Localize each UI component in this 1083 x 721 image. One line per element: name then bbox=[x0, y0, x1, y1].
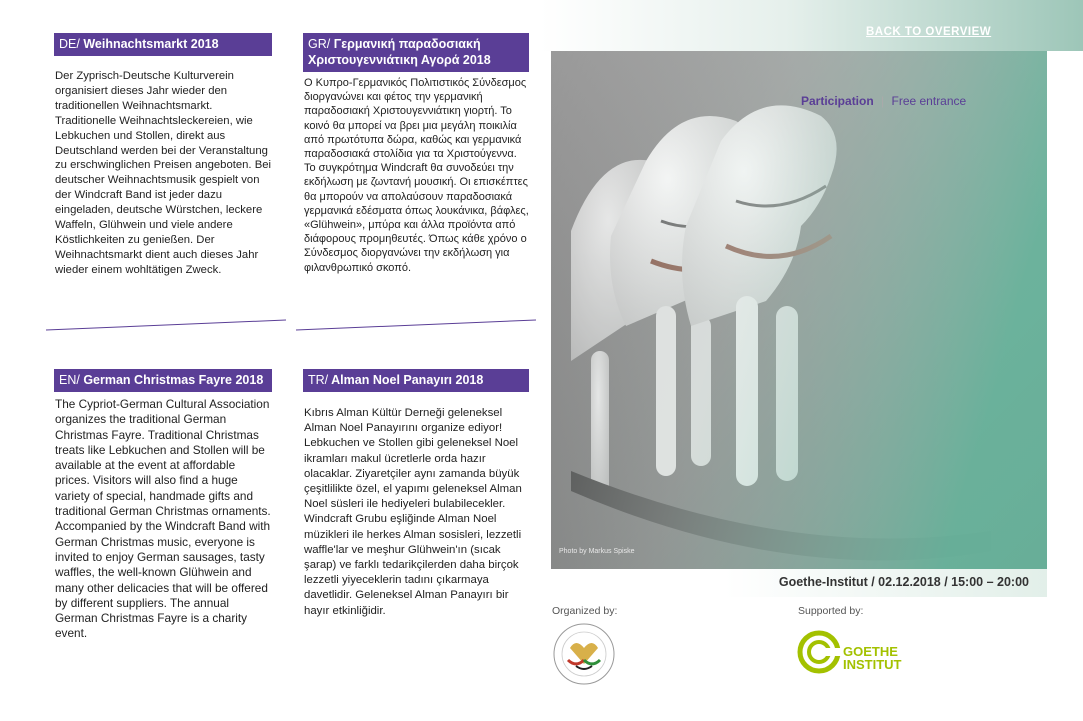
section-en bbox=[54, 369, 272, 642]
section-en-title: German Christmas Fayre 2018 bbox=[83, 373, 264, 387]
rocking-horses-photo bbox=[551, 51, 1047, 569]
section-gr-header bbox=[303, 33, 529, 72]
back-to-overview-link[interactable]: BACK TO OVERVIEW bbox=[866, 26, 992, 38]
section-gr-lang: GR/ bbox=[308, 37, 331, 51]
organized-by-label: Organized by: bbox=[552, 605, 618, 617]
goethe-institut-logo-icon bbox=[797, 630, 841, 674]
photo-credit: Photo by Markus Spiske bbox=[559, 548, 635, 555]
section-de-lang: DE/ bbox=[59, 37, 80, 51]
section-tr bbox=[303, 369, 529, 619]
goethe-wordmark-line2: INSTITUT bbox=[843, 657, 902, 672]
section-de-title: Weihnachtsmarkt 2018 bbox=[83, 37, 219, 51]
section-tr-header bbox=[303, 369, 529, 392]
participation-separator: | bbox=[881, 94, 885, 108]
goethe-institut-wordmark bbox=[843, 645, 902, 671]
section-gr-title: Γερμανική παραδοσιακή Χριστουγεννιάτικη Αγορά 2018 bbox=[308, 37, 491, 67]
supported-by-label: Supported by: bbox=[798, 605, 864, 617]
section-gr-text: Ο Κυπρο-Γερμανικός Πολιτιστικός Σύνδεσμος διοργανώνει και φέτος την γερμανική παραδοσιακή Χριστουγεννιάτικη γιορτή. Το κοινό θα μπορεί να βρει μια μεγάλη ποικιλία από πρωτότυπα δώρα, καθώς και γερμανικά παραδοσιακά στολίδια για τα Χριστούγεννα. Το συγκρότημα Windcraft θα συνοδεύει την εκδήλωση με ζωντανή μουσική. Οι επισκέπτες θα μπορούν να απολαύσουν παραδοσιακά γερμανικά εδέσματα όπως λουκάνικα, βάφλες, «Glühwein», μπύρα και άλλα προϊόντα από διάφορους προμηθευτές. Όπως κάθε χρόνο ο Σύνδεσμος διοργανώνει την εκδήλωση για φιλανθρωπικό σκοπό. bbox=[304, 77, 529, 274]
event-details-text: Goethe-Institut / 02.12.2018 / 15:00 – 20:00 bbox=[778, 575, 1029, 589]
participation-label: Participation bbox=[801, 94, 874, 108]
section-de bbox=[54, 33, 272, 278]
top-gradient-band bbox=[540, 0, 1083, 51]
section-de-text: Der Zyprisch-Deutsche Kulturverein organisiert dieses Jahr wieder den traditionellen Weihnachtsmarkt. Traditionelle Weihnachtsleckereien, wie Lebkuchen und Stollen, direkt aus Deutschland werden bei der Veranstaltung zu erschwinglichen Preisen angeboten. Bei deutscher Weihnachtsmusik gespielt von der Windcraft Band ist jeder dazu eingeladen, deutsche Würstchen, leckere Waffeln, Glühwein und viele andere Köstlichkeiten zu genießen. Der Weihnachtsmarkt dient auch dieses Jahr wieder einem wohltätigen Zweck. bbox=[55, 70, 272, 276]
goethe-wordmark-line1: GOETHE bbox=[843, 644, 898, 659]
participation-info bbox=[801, 94, 966, 108]
section-tr-title: Alman Noel Panayırı 2018 bbox=[331, 373, 484, 387]
section-de-header bbox=[54, 33, 272, 56]
section-en-lang: EN/ bbox=[59, 373, 80, 387]
section-en-text: The Cypriot-German Cultural Association organizes the traditional German Christmas Fayre. Traditional Christmas treats like Lebkuchen and Stollen will be available at the event at affordable prices. Visitors will also find a huge variety of special, handmade gifts and traditional German Christmas ornaments. Accompanied by the Windcraft Band with German Christmas music, everyone is invited to enjoy German sausages, tasty waffles, the well-known Glühwein and many other delicacies that will be offered by different suppliers. The annual German Christmas Fayre is a charity event. bbox=[55, 397, 271, 641]
section-en-header bbox=[54, 369, 272, 392]
section-tr-text: Kıbrıs Alman Kültür Derneği geleneksel Alman Noel Panayırını organize ediyor! Lebkuchen ve Stollen gibi geleneksel Noel ikramları makul ücretlerle orda hazır olacaklar. Ziyaretçiler aynı zamanda büyük çeşitlilikte özel, el yapımı geleneksel Alman Noel süsleri ile hediyeleri bulabilecekler. Windcraft Grubu eşliğinde Alman Noel müzikleri ile herkes Alman sosisleri, lezzetli waffle'lar ve meşhur Glühwein'ın (sıcak şarap) ve farklı tedarikçilerden daha birçok lezzetli yiyeceklerin tadını çıkarmaya davetlidir. Geleneksel Alman Panayırı bir hayır etkinliğidir. bbox=[304, 407, 522, 617]
section-gr bbox=[303, 33, 529, 275]
event-details bbox=[551, 569, 1047, 597]
section-gr-divider bbox=[296, 318, 536, 332]
section-de-divider bbox=[46, 318, 286, 332]
participation-value: Free entrance bbox=[891, 94, 967, 108]
rocking-horses-illustration bbox=[551, 51, 1047, 569]
section-tr-lang: TR/ bbox=[308, 373, 329, 387]
cypriot-german-association-logo bbox=[552, 622, 616, 686]
